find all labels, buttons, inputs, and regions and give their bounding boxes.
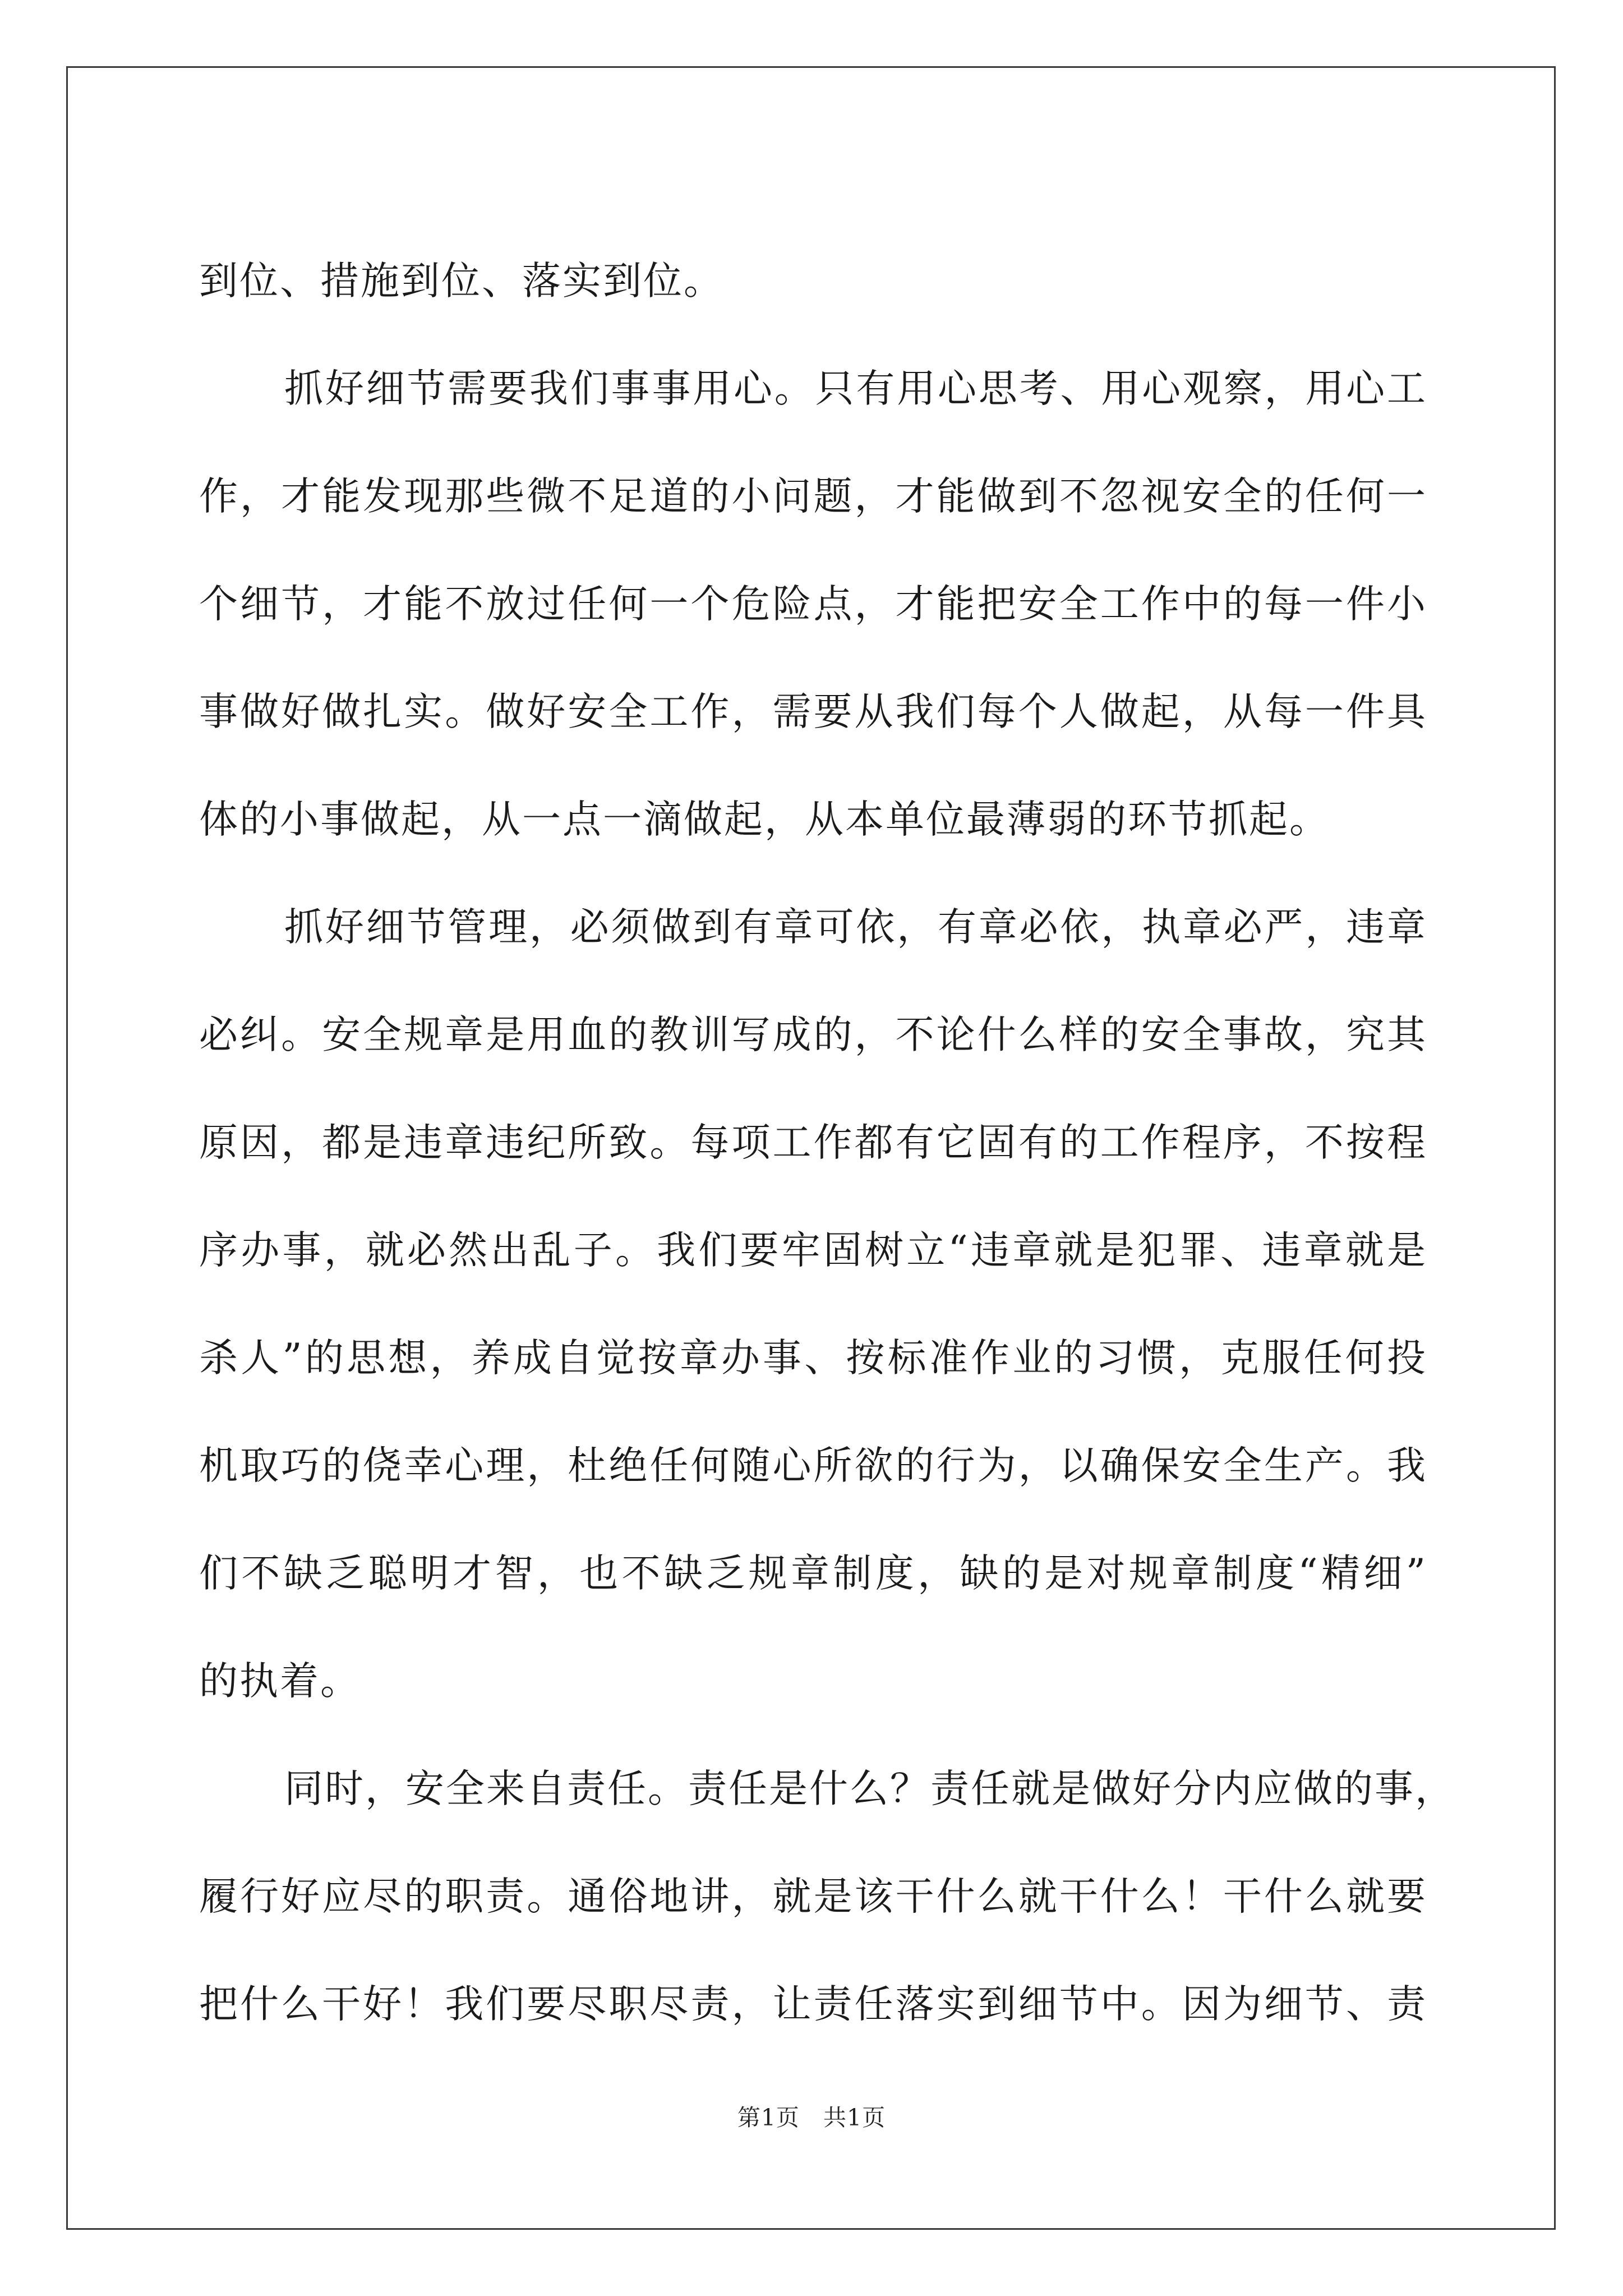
text-line: 把什么干好！我们要尽职尽责，让责任落实到细节中。因为细节、责: [199, 1982, 1427, 2027]
footer-spacer: [800, 2104, 823, 2131]
text-line: 们不缺乏聪明才智，也不缺乏规章制度，缺的是对规章制度“精细”: [199, 1551, 1427, 1596]
text-line: 机取巧的侥幸心理，杜绝任何随心所欲的行为，以确保安全生产。我: [199, 1443, 1427, 1488]
page-footer: [0, 2099, 1623, 2132]
text-line: 抓好细节需要我们事事用心。只有用心思考、用心观察，用心工: [284, 366, 1427, 411]
text-line: 的执着。: [199, 1659, 361, 1704]
page-total: 共1页: [823, 2104, 886, 2131]
text-line: 序办事，就必然出乱子。我们要牢固树立“违章就是犯罪、违章就是: [199, 1228, 1427, 1273]
text-line: 必纠。安全规章是用血的教训写成的，不论什么样的安全事故，究其: [199, 1013, 1427, 1057]
text-line: 个细节，才能不放过任何一个危险点，才能把安全工作中的每一件小: [199, 582, 1427, 627]
text-line: 同时，安全来自责任。责任是什么？责任就是做好分内应做的事，: [284, 1766, 1455, 1811]
text-line: 履行好应尽的职责。通俗地讲，就是该干什么就干什么！干什么就要: [199, 1874, 1427, 1919]
text-line: 到位、措施到位、落实到位。: [199, 259, 724, 303]
page-number: 第1页: [737, 2104, 800, 2131]
text-line: 体的小事做起，从一点一滴做起，从本单位最薄弱的环节抓起。: [199, 797, 1330, 842]
text-line: 抓好细节管理，必须做到有章可依，有章必依，执章必严，违章: [284, 905, 1427, 950]
text-line: 原因，都是违章违纪所致。每项工作都有它固有的工作程序，不按程: [199, 1120, 1427, 1165]
text-line: 作，才能发现那些微不足道的小问题，才能做到不忽视安全的任何一: [199, 474, 1427, 519]
text-line: 事做好做扎实。做好安全工作，需要从我们每个人做起，从每一件具: [199, 689, 1427, 734]
text-line: 杀人”的思想，养成自觉按章办事、按标准作业的习惯，克服任何投: [199, 1336, 1427, 1381]
document-body: [199, 227, 1455, 2058]
